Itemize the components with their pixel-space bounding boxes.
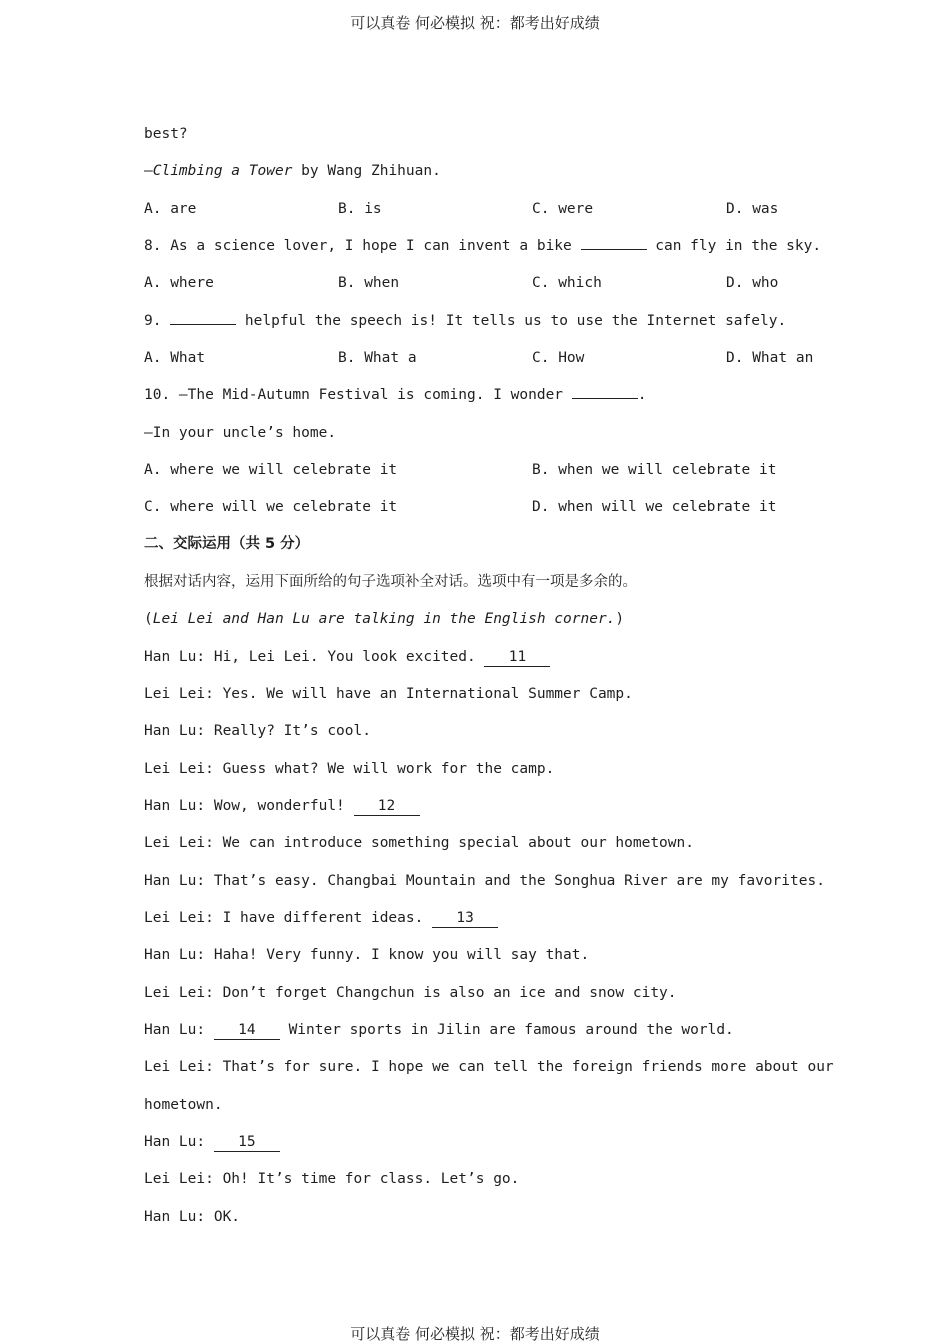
- q8-option-b: B. when: [338, 275, 400, 291]
- section-instruction: 根据对话内容，运用下面所给的句子选项补全对话。选项中有一项是多余的。: [144, 574, 637, 590]
- dialogue-speaker: Han Lu:: [144, 1022, 214, 1038]
- q8-stem: [144, 236, 821, 256]
- dialogue-line-6: Lei Lei: We can introduce something special about our hometown.: [144, 835, 694, 851]
- dialogue-line-1: [144, 647, 550, 667]
- dialogue-line-15: Lei Lei: Oh! It’s time for class. Let’s go.: [144, 1171, 520, 1187]
- dialogue-line-12: Lei Lei: That’s for sure. I hope we can tell the foreign friends more about our: [144, 1059, 834, 1075]
- q10-reply: —In your uncle’s home.: [144, 425, 337, 441]
- q8-option-c: C. which: [532, 275, 602, 291]
- dialogue-line-14: [144, 1132, 280, 1152]
- dialogue-line-9: Han Lu: Haha! Very funny. I know you will say that.: [144, 947, 590, 963]
- q7-option-d: D. was: [726, 201, 779, 217]
- q7-answer-line: [144, 161, 441, 181]
- dialogue-text: Lei Lei: I have different ideas.: [144, 910, 433, 926]
- q10-after: .: [637, 387, 647, 403]
- dialogue-text: Han Lu: Hi, Lei Lei. You look excited.: [144, 649, 485, 665]
- scene-text: Lei Lei and Han Lu are talking in the English corner.: [152, 611, 616, 627]
- paren-close: ): [615, 611, 625, 627]
- q9-after: helpful the speech is! It tells us to use the Internet safely.: [236, 313, 787, 329]
- dialogue-line-10: Lei Lei: Don’t forget Changchun is also an ice and snow city.: [144, 985, 677, 1001]
- q9-option-a: A. What: [144, 350, 206, 366]
- dialogue-line-4: Lei Lei: Guess what? We will work for the camp.: [144, 761, 555, 777]
- q10-option-a: A. where we will celebrate it: [144, 462, 398, 478]
- q9-option-c: C. How: [532, 350, 585, 366]
- dialogue-text: Han Lu: Wow, wonderful!: [144, 798, 354, 814]
- blank-12: 12: [354, 798, 420, 816]
- q10-before: 10. —The Mid-Autumn Festival is coming. I wonder: [144, 387, 572, 403]
- dialogue-line-7: Han Lu: That’s easy. Changbai Mountain and the Songhua River are my favorites.: [144, 873, 825, 889]
- q10-option-b: B. when we will celebrate it: [532, 462, 777, 478]
- dialogue-line-16: Han Lu: OK.: [144, 1209, 241, 1225]
- page-header: 可以真卷 何必模拟 祝：都考出好成绩: [350, 14, 600, 32]
- section-title: 二、交际运用（共 5 分）: [144, 536, 310, 552]
- poem-title: Climbing a Tower: [152, 163, 293, 179]
- blank-14: 14: [214, 1022, 280, 1040]
- q10-option-d: D. when will we celebrate it: [532, 499, 777, 515]
- q10-option-c: C. where will we celebrate it: [144, 499, 398, 515]
- dialogue-text: Winter sports in Jilin are famous around the world.: [279, 1022, 734, 1038]
- q8-after: can fly in the sky.: [646, 238, 822, 254]
- q8-option-d: D. who: [726, 275, 779, 291]
- scene-line: [144, 609, 624, 629]
- dialogue-speaker: Han Lu:: [144, 1134, 214, 1150]
- dialogue-line-3: Han Lu: Really? It’s cool.: [144, 723, 371, 739]
- q9-blank: [170, 324, 236, 325]
- blank-15: 15: [214, 1134, 280, 1152]
- q10-stem: [144, 385, 647, 405]
- poem-author: by Wang Zhihuan.: [292, 163, 441, 179]
- dash: —: [144, 163, 153, 179]
- blank-11: 11: [484, 649, 550, 667]
- dialogue-line-11: [144, 1020, 734, 1040]
- q10-blank: [572, 398, 638, 399]
- q9-option-b: B. What a: [338, 350, 417, 366]
- q8-option-a: A. where: [144, 275, 214, 291]
- q9-stem: [144, 311, 786, 331]
- dialogue-line-13: hometown.: [144, 1097, 223, 1113]
- paren-open: (: [144, 611, 153, 627]
- q7-stem-tail: best?: [144, 126, 188, 142]
- q7-option-a: A. are: [144, 201, 197, 217]
- q9-option-d: D. What an: [726, 350, 814, 366]
- q8-before: 8. As a science lover, I hope I can invent a bike: [144, 238, 581, 254]
- dialogue-line-8: [144, 908, 498, 928]
- dialogue-line-2: Lei Lei: Yes. We will have an International Summer Camp.: [144, 686, 633, 702]
- dialogue-line-5: [144, 796, 420, 816]
- q9-before: 9.: [144, 313, 171, 329]
- q7-option-c: C. were: [532, 201, 594, 217]
- q8-blank: [581, 249, 647, 250]
- page-footer: 可以真卷 何必模拟 祝：都考出好成绩: [350, 1325, 600, 1343]
- blank-13: 13: [432, 910, 498, 928]
- q7-option-b: B. is: [338, 201, 382, 217]
